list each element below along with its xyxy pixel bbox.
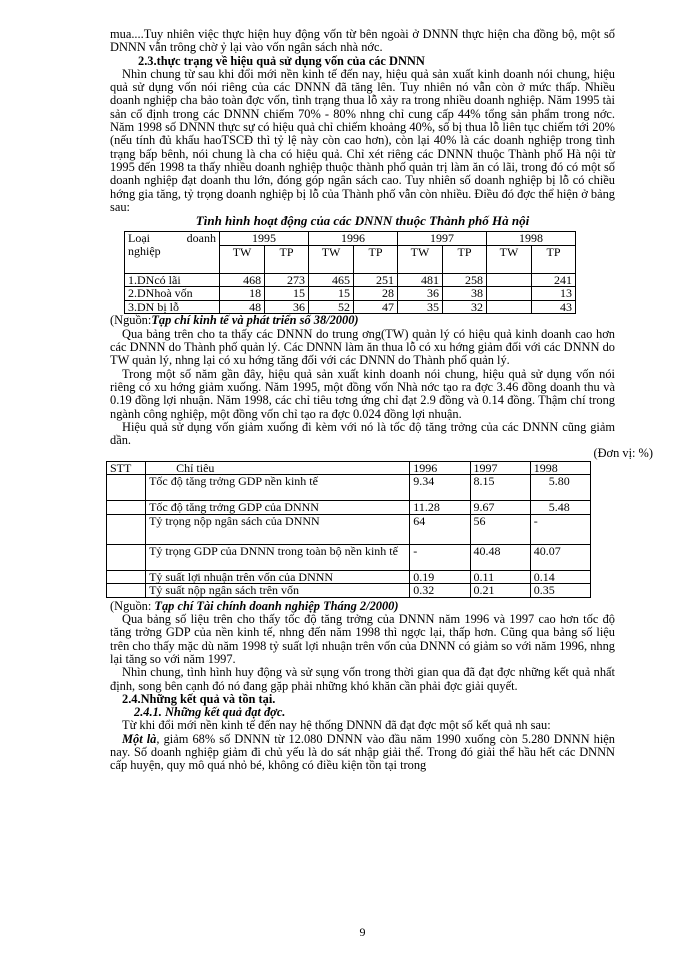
table1-row-label: 1.DNcó lãi — [125, 273, 220, 287]
table2-stt-cell — [107, 475, 146, 501]
table2-cell: 40.48 — [470, 544, 530, 570]
table1-cell: 465 — [308, 273, 353, 287]
table1-cell: 32 — [443, 300, 487, 314]
table2-row-label: Tỷ suất lợi nhuận trên vốn của DNNN — [146, 570, 410, 584]
table2-stt-cell — [107, 570, 146, 584]
table1-cell: 47 — [354, 300, 398, 314]
table1-cell: 241 — [532, 273, 576, 287]
table-row — [107, 475, 591, 501]
table2-source — [110, 600, 615, 613]
table1-row-label: 3.DN bị lỗ — [125, 300, 220, 314]
table1-cell: 15 — [265, 287, 309, 301]
table2-cell: 0.11 — [470, 570, 530, 584]
table-row — [107, 584, 591, 598]
table1-cell: 36 — [265, 300, 309, 314]
table1-subheader: TW — [308, 245, 353, 273]
section-2-4-rest: , giảm 68% số DNNN từ 12.080 DNNN vào đầu năm 1990 xuống còn 5.280 DNNN hiện nay. Số doanh nghiệp giảm đi chủ yếu là do sát nhập giải thể. Trong đó giải thể hầu hết các DNNN cấp huyện, quy mô quá nhỏ bé, không có điều kiện tồn tại trong — [110, 731, 616, 773]
table1-source-prefix: (Nguồn: — [110, 313, 152, 328]
section-2-4-1-heading: 2.4.1. Những kết quả đạt đợc. — [134, 705, 286, 720]
table1-type-header — [125, 232, 220, 274]
analysis2-paragraph-2: Nhìn chung, tình hình huy động và sử sụng vốn trong thời gian qua đã đạt đợc những kết quả nhất định, song bên cạnh đó nó đang gặp phải những khó khăn cần phải đợc giải quyết. — [110, 665, 615, 693]
table-dnnn-hanoi — [124, 231, 576, 314]
table2-cell: 0.32 — [410, 584, 470, 598]
table1-cell: 468 — [220, 273, 265, 287]
table1-cell: 258 — [443, 273, 487, 287]
table1-source — [110, 314, 615, 327]
table2-cell: 0.14 — [530, 570, 590, 584]
table1-row-label: 2.DNhoà vốn — [125, 287, 220, 301]
analysis1-paragraph-2: Trong một số năm gần đây, hiệu quả sản xuất kinh doanh nói chung, hiệu quả sử dụng vốn nói riêng có xu hớng giảm xuống. Năm 1995, một đồng vốn Nhà nớc tạo ra đợc 3.46 đồng doanh thu và 0.19 đồng lợi nhuận. Năm 1998, các chỉ tiêu tơng ứng chỉ đạt 2.9 đồng và 0.14 đồng. Thậm chí trong ngành công nghiệp, một đồng vốn chỉ tạo ra đợc 0.024 đồng lợi nhuận. — [110, 366, 615, 421]
table1-header-label-3: nghiệp — [128, 243, 161, 258]
table2-stt-cell — [107, 544, 146, 570]
table2-row-label: Tỷ trọng GDP của DNNN trong toàn bộ nền kinh tế — [146, 544, 410, 570]
table2-cell: 11.28 — [410, 501, 470, 515]
table2-header-indicator: Chỉ tiêu — [146, 461, 410, 475]
table1-cell — [486, 300, 531, 314]
table1-year: 1995 — [220, 232, 309, 246]
section-2-4-paragraph-2 — [110, 733, 615, 773]
table2-cell: 9.34 — [410, 475, 470, 501]
table-growth-indicators — [106, 461, 591, 598]
section-2-4-lead: Một là — [122, 731, 157, 746]
table1-source-suffix: ) — [354, 313, 359, 328]
table2-cell: 0.35 — [530, 584, 590, 598]
table2-cell: 5.80 — [530, 475, 590, 501]
table1-cell: 18 — [220, 287, 265, 301]
table1-header-row — [125, 232, 576, 246]
table2-stt-cell — [107, 501, 146, 515]
table2-cell: 8.15 — [470, 475, 530, 501]
table1-cell: 28 — [354, 287, 398, 301]
table1-cell: 481 — [397, 273, 442, 287]
table2-stt-cell — [107, 514, 146, 544]
table1-cell: 38 — [443, 287, 487, 301]
intro-paragraph: mua....Tuy nhiên việc thực hiện huy động vốn từ bên ngoài ở DNNN thực hiện cha đồng bộ, một số DNNN vẫn trông chờ ỷ lại vào vốn ngân sách nhà nớc. — [110, 27, 615, 55]
table1-subheader: TP — [443, 245, 487, 273]
table1-cell: 48 — [220, 300, 265, 314]
table1-cell: 15 — [308, 287, 353, 301]
table1-header-label-1: Loại — [128, 231, 150, 246]
table1-cell: 13 — [532, 287, 576, 301]
table2-source-prefix: (Nguồn: — [110, 598, 155, 613]
table2-cell: 40.07 — [530, 544, 590, 570]
table1-cell: 43 — [532, 300, 576, 314]
table2-cell: - — [410, 544, 470, 570]
table2-header-year: 1998 — [530, 461, 590, 475]
table2-header-stt: STT — [107, 461, 146, 475]
table2-header-year: 1997 — [470, 461, 530, 475]
table2-row-label: Tỷ suất nộp ngân sách trên vốn — [146, 584, 410, 598]
table2-source-name: Tạp chí Tài chính doanh nghiệp Tháng 2/2000 — [154, 598, 395, 613]
table1-year: 1996 — [308, 232, 397, 246]
table1-caption: Tình hình hoạt động của các DNNN thuộc Thành phố Hà nội — [195, 213, 530, 229]
table-row — [107, 501, 591, 515]
page-number: 9 — [359, 925, 366, 939]
table1-subheader: TW — [220, 245, 265, 273]
table2-row-label: Tỷ trọng nộp ngân sách của DNNN — [146, 514, 410, 544]
table1-cell: 251 — [354, 273, 398, 287]
table2-cell: 5.48 — [530, 501, 590, 515]
analysis1-paragraph-1: Qua bảng trên cho ta thấy các DNNN do trung ơng(TW) quản lý có hiệu quả kinh doanh cao hơn các DNNN do Thành phố quản lý. Các DNNN làm ăn thua lỗ có xu hớng giảm đối với các DNNN do TW quản lý, nhng lại có xu hớng tăng đối với các DNNN do Thành phố quản lý. — [110, 326, 615, 368]
table2-cell: 0.19 — [410, 570, 470, 584]
table-row — [107, 514, 591, 544]
table1-header-label-2: doanh — [186, 231, 216, 246]
section-2-3-heading: 2.3.thực trạng về hiệu quả sử dụng vốn của các DNNN — [138, 53, 425, 68]
section-2-4-paragraph-1: Từ khi đổi mới nền kinh tế đến nay hệ thống DNNN đã đạt đợc một số kết quả nh sau: — [122, 718, 551, 733]
table1-year: 1997 — [397, 232, 486, 246]
table2-stt-cell — [107, 584, 146, 598]
section-2-4-heading: 2.4.Những kết quả và tồn tại. — [122, 691, 276, 706]
table1-subheader: TP — [354, 245, 398, 273]
analysis1-paragraph-3: Hiệu quả sử dụng vốn giảm xuống đi kèm với nó là tốc độ tăng trởng của các DNNN cũng giảm dần. — [110, 419, 615, 448]
table1-cell: 273 — [265, 273, 309, 287]
table1-cell: 36 — [397, 287, 442, 301]
table2-header-row — [107, 461, 591, 475]
table1-year: 1998 — [486, 232, 575, 246]
table2-header-year: 1996 — [410, 461, 470, 475]
table1-cell — [486, 273, 531, 287]
table2-cell: 0.21 — [470, 584, 530, 598]
table-row — [125, 300, 576, 314]
table-row — [125, 273, 576, 287]
table1-cell: 52 — [308, 300, 353, 314]
table2-cell: - — [530, 514, 590, 544]
table2-row-label: Tốc độ tăng trởng GDP của DNNN — [146, 501, 410, 515]
table1-subheader: TP — [532, 245, 576, 273]
document-page — [110, 27, 653, 939]
table1-subheader: TW — [397, 245, 442, 273]
table-row — [125, 287, 576, 301]
table1-source-name: Tạp chí kinh tế và phát triển số 38/2000 — [151, 313, 355, 328]
table1-subheader: TW — [486, 245, 531, 273]
table2-source-suffix: ) — [394, 598, 399, 613]
table2-cell: 9.67 — [470, 501, 530, 515]
table2-cell: 64 — [410, 514, 470, 544]
table2-row-label: Tốc độ tăng trởng GDP nền kinh tế — [146, 475, 410, 501]
table-row — [107, 570, 591, 584]
table1-cell — [486, 287, 531, 301]
table1-cell: 35 — [397, 300, 442, 314]
table1-subheader: TP — [265, 245, 309, 273]
section-2-3-paragraph: Nhìn chung từ sau khi đổi mới nền kinh tế đến nay, hiệu quả sản xuất kinh doanh nói chung, hiệu quả sử dụng vốn nói riêng của các DNNN đã tăng lên. Tuy nhiên nó vẫn còn ở mức thấp. Nhiều doanh nghiệp cha bảo toàn đợc vốn, tình trạng thua lỗ xảy ra trong nhiều doanh nghiệp. Năm 1995 tài sản cố định trong các DNNN chiếm 70% - 80% nhng chỉ cung cấp 44% tổng sản phẩm trong nớc. Năm 1998 số DNNN thực sự có hiệu quả chỉ chiếm khoảng 40%, số bị thua lỗ liên tục chiếm tới 20% (nếu tính đủ khấu haoTSCĐ thì tỷ lệ này còn cao hơn), còn lại 40% là các doanh nghiệp trong tình trạng bấp bênh, nói chung là cha có hiệu quả. Chỉ xét riêng các DNNN thuộc Thành phố Hà nội từ 1995 đến 1998 ta thấy nhiều doanh nghiệp thuộc thành phố quản trị làm ăn có lãi, trong đó có một số doanh nghiệp đạt doanh thu lớn, đóng góp ngân sách cao. Tuy nhiên số doanh nghiệp bị lỗ có chiều hớng gia tăng, tỷ trọng doanh nghiệp bị lỗ của Thành phố vẫn còn nhiều. Điều đó đợc thể hiện ở bảng sau: — [110, 66, 615, 214]
table2-unit: (Đơn vị: %) — [593, 446, 653, 461]
table2-cell: 56 — [470, 514, 530, 544]
analysis2-paragraph-1: Qua bảng số liệu trên cho thấy tốc độ tăng trởng của DNNN năm 1996 và 1997 cao hơn tốc độ tăng trởng GDP của nền kinh tế, nhng đến năm 1998 thì ngợc lại, thấp hơn. Cũng qua bảng số liệu trên cho thấy mặc dù năm 1998 tỷ suất lợi nhuận trên vốn của DNNN có giảm so với năm 1996, nhng lại tăng so với năm 1997. — [110, 612, 615, 666]
table-row — [107, 544, 591, 570]
